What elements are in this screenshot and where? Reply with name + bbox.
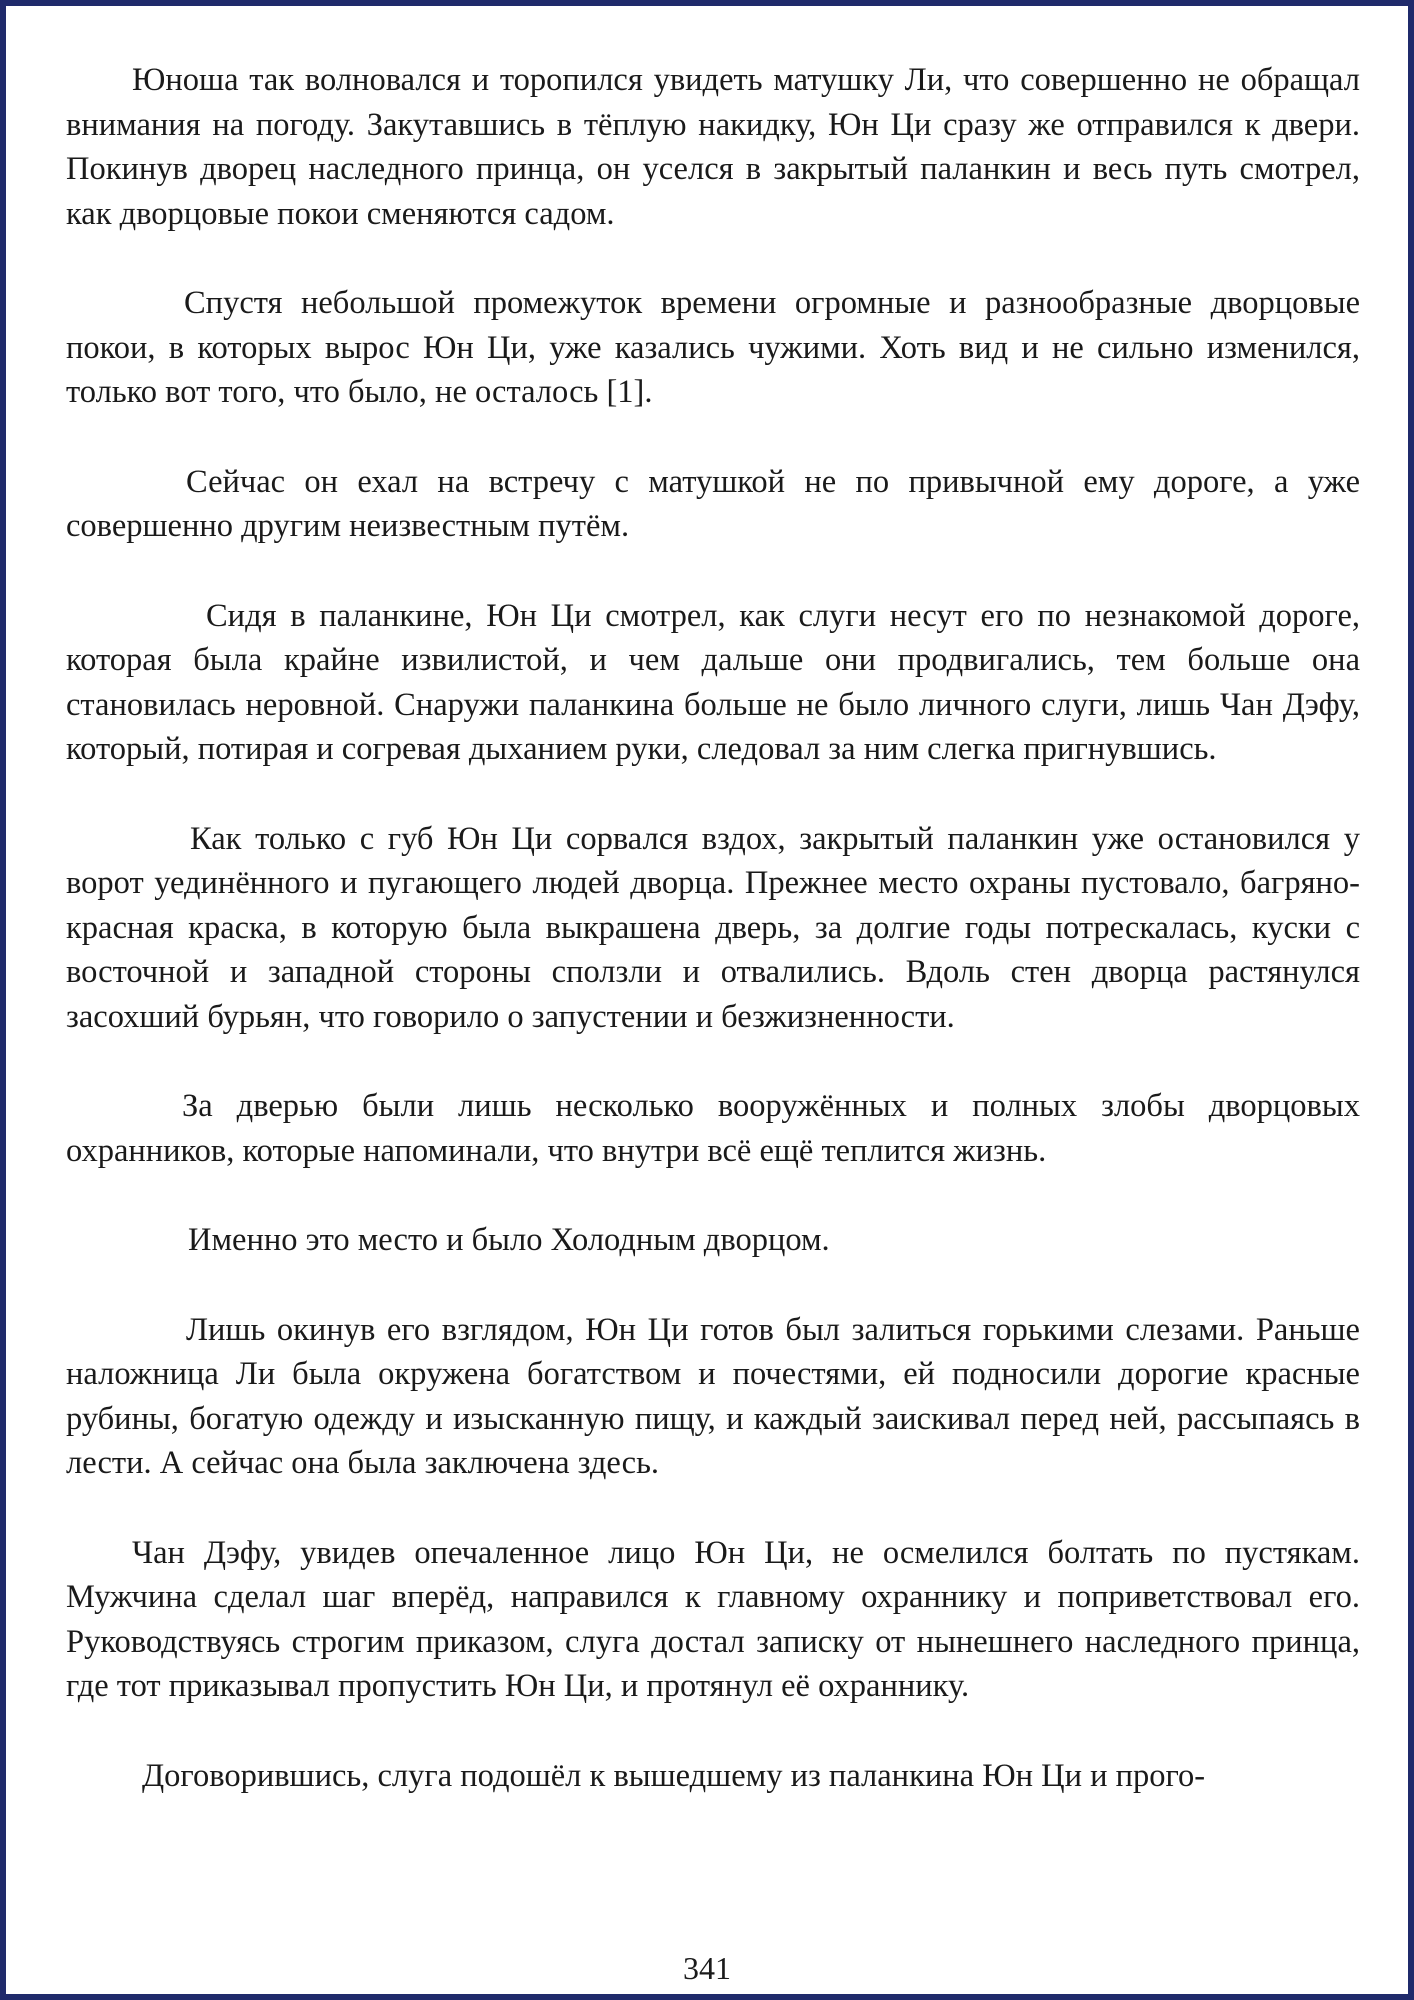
paragraph: Юноша так волновался и торопился увидеть матушку Ли, что совершенно не обращал внимания на погоду. Закутавшись в тёплую накидку, Юн Ци сразу же отправился к двери. Покинув дворец наследного принца, он уселся в закрытый паланкин и весь путь смотрел, как дворцовые покои сменяются садом. [66,62,1360,232]
paragraph: Договорившись, слуга подошёл к вышедшему из паланкина Юн Ци и прого- [142,1757,1206,1794]
paragraph: Чан Дэфу, увидев опечаленное лицо Юн Ци, не осмелился болтать по пустякам. Мужчина сделал шаг вперёд, направился к главному охраннику и поприветствовал его. Руководствуясь строгим приказом, слуга достал записку от нынешнего наследного принца, где тот приказывал пропустить Юн Ци, и протянул её охраннику. [66,1534,1360,1704]
paragraph: За дверью были лишь несколько вооружённых и полных злобы дворцовых охранников, которые напоминали, что внутри всё ещё теплится жизнь. [66,1088,1360,1169]
paragraph: Как только с губ Юн Ци сорвался вздох, закрытый паланкин уже остановился у ворот уединённого и пугающего людей дворца. Прежнее место охраны пустовало, багряно-красная краска, в которую была выкрашена дверь, за долгие годы потрескалась, куски с восточной и западной стороны сползли и отвалились. Вдоль стен дворца растянулся засохший бурьян, что говорило о запустении и безжизненности. [66,820,1360,1035]
page-body [66,58,1360,1798]
paragraph: Именно это место и было Холодным дворцом. [188,1222,830,1258]
paragraph: Сейчас он ехал на встречу с матушкой не по привычной ему дороге, а уже совершенно другим неизвестным путём. [66,463,1360,544]
paragraph: Сидя в паланкине, Юн Ци смотрел, как слуги несут его по незнакомой дороге, которая была крайне извилистой, и чем дальше они продвигались, тем больше она становилась неровной. Снаружи паланкина больше не было личного слуги, лишь Чан Дэфу, который, потирая и согревая дыханием руки, следовал за ним слегка пригнувшись. [66,597,1360,767]
page-number: 341 [683,1950,731,1986]
paragraph: Лишь окинув его взглядом, Юн Ци готов был залиться горькими слезами. Раньше наложница Ли была окружена богатством и почестями, ей подносили дорогие красные рубины, богатую одежду и изысканную пищу, и каждый заискивал перед ней, рассыпаясь в лести. А сейчас она была заключена здесь. [66,1311,1360,1481]
paragraph: Спустя небольшой промежуток времени огромные и разнообразные дворцовые покои, в которых вырос Юн Ци, уже казались чужими. Хоть вид и не сильно изменился, только вот того, что было, не осталось [1]. [66,285,1360,410]
